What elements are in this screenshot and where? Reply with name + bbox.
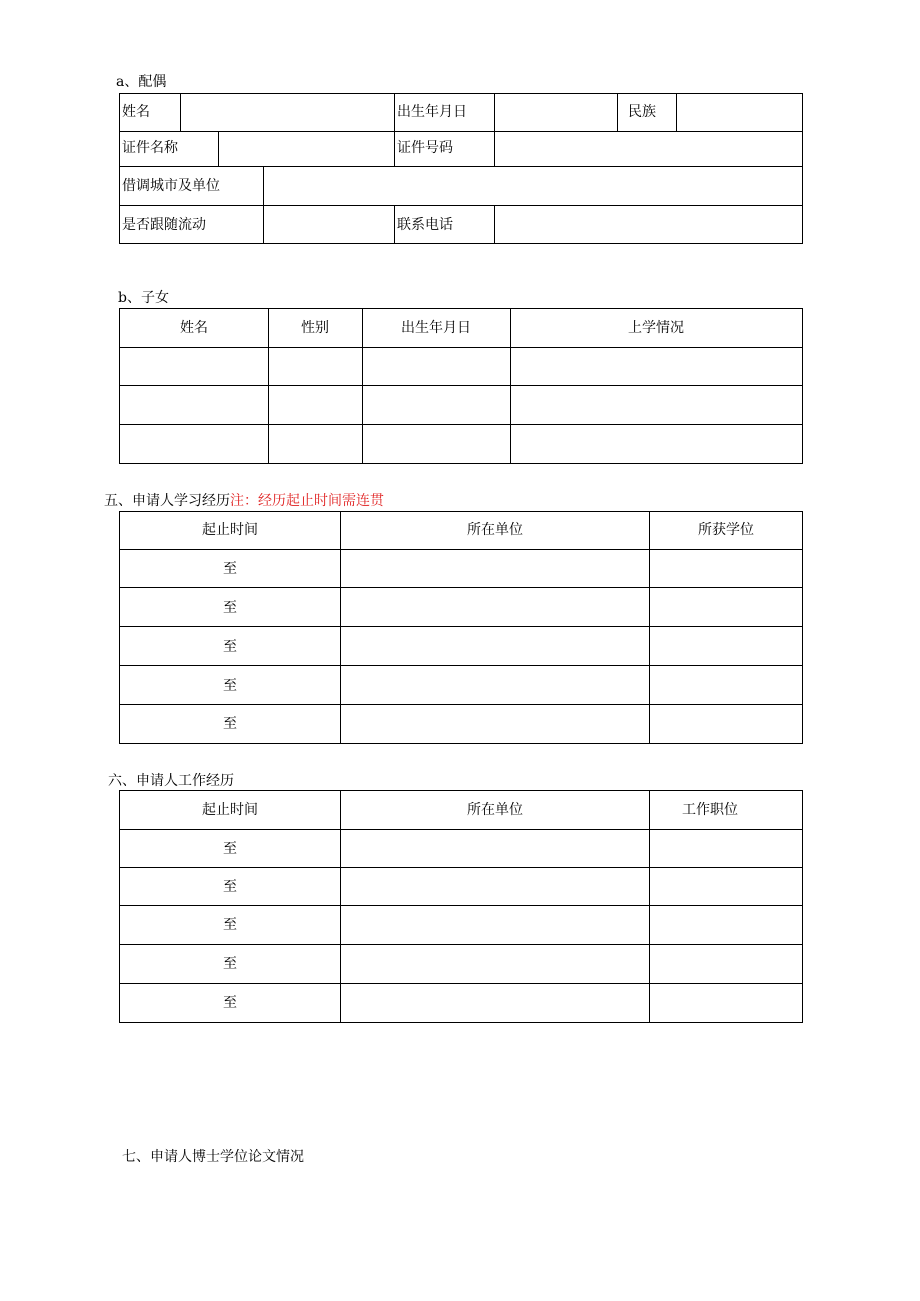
table-row[interactable] xyxy=(120,627,802,665)
spouse-id-no-label: 证件号码 xyxy=(397,140,453,156)
spouse-birth-field[interactable] xyxy=(495,94,617,131)
spouse-follow-field[interactable] xyxy=(264,206,394,243)
study-header-degree: 所获学位 xyxy=(698,522,754,538)
table-row[interactable] xyxy=(120,830,802,867)
children-heading: b、子女 xyxy=(118,290,169,306)
work-heading: 六、申请人工作经历 xyxy=(108,773,234,789)
period-to-label: 至 xyxy=(223,639,237,655)
table-row[interactable] xyxy=(120,984,802,1022)
table-row[interactable] xyxy=(120,666,802,704)
period-to-label: 至 xyxy=(223,879,237,895)
study-header-period: 起止时间 xyxy=(202,522,258,538)
table-row[interactable] xyxy=(120,868,802,905)
work-header-period: 起止时间 xyxy=(202,802,258,818)
work-header-unit: 所在单位 xyxy=(467,802,523,818)
spouse-birth-label: 出生年月日 xyxy=(397,104,467,120)
table-row[interactable] xyxy=(120,348,802,385)
table-row[interactable] xyxy=(120,906,802,944)
children-header-name: 姓名 xyxy=(180,320,208,336)
period-to-label: 至 xyxy=(223,600,237,616)
spouse-heading: a、配偶 xyxy=(116,74,167,90)
work-header-position: 工作职位 xyxy=(682,802,738,818)
period-to-label: 至 xyxy=(223,716,237,732)
period-to-label: 至 xyxy=(223,995,237,1011)
table-row[interactable] xyxy=(120,550,802,587)
children-header-birth: 出生年月日 xyxy=(401,320,471,336)
study-note: 注：经历起止时间需连贯 xyxy=(230,493,384,509)
study-heading: 五、申请人学习经历 xyxy=(104,493,230,509)
period-to-label: 至 xyxy=(223,678,237,694)
spouse-name-field[interactable] xyxy=(181,94,394,131)
spouse-phone-label: 联系电话 xyxy=(397,217,453,233)
spouse-city-unit-label: 借调城市及单位 xyxy=(122,178,220,194)
period-to-label: 至 xyxy=(223,841,237,857)
period-to-label: 至 xyxy=(223,956,237,972)
children-header-school: 上学情况 xyxy=(628,320,684,336)
spouse-id-no-field[interactable] xyxy=(495,132,802,166)
study-header-unit: 所在单位 xyxy=(467,522,523,538)
spouse-follow-label: 是否跟随流动 xyxy=(122,217,206,233)
table-row[interactable] xyxy=(120,588,802,626)
table-row[interactable] xyxy=(120,386,802,424)
spouse-id-type-label: 证件名称 xyxy=(122,140,178,156)
table-row[interactable] xyxy=(120,425,802,463)
spouse-ethnicity-field[interactable] xyxy=(677,94,802,131)
table-row[interactable] xyxy=(120,945,802,983)
spouse-name-label: 姓名 xyxy=(122,104,150,120)
spouse-id-type-field[interactable] xyxy=(219,132,394,166)
thesis-heading: 七、申请人博士学位论文情况 xyxy=(122,1149,304,1165)
spouse-city-unit-field[interactable] xyxy=(264,167,802,205)
spouse-ethnicity-label: 民族 xyxy=(628,104,656,120)
period-to-label: 至 xyxy=(223,561,237,577)
children-header-gender: 性别 xyxy=(301,320,329,336)
spouse-phone-field[interactable] xyxy=(495,206,802,243)
table-row[interactable] xyxy=(120,705,802,743)
study-heading-line xyxy=(104,492,384,510)
period-to-label: 至 xyxy=(223,917,237,933)
